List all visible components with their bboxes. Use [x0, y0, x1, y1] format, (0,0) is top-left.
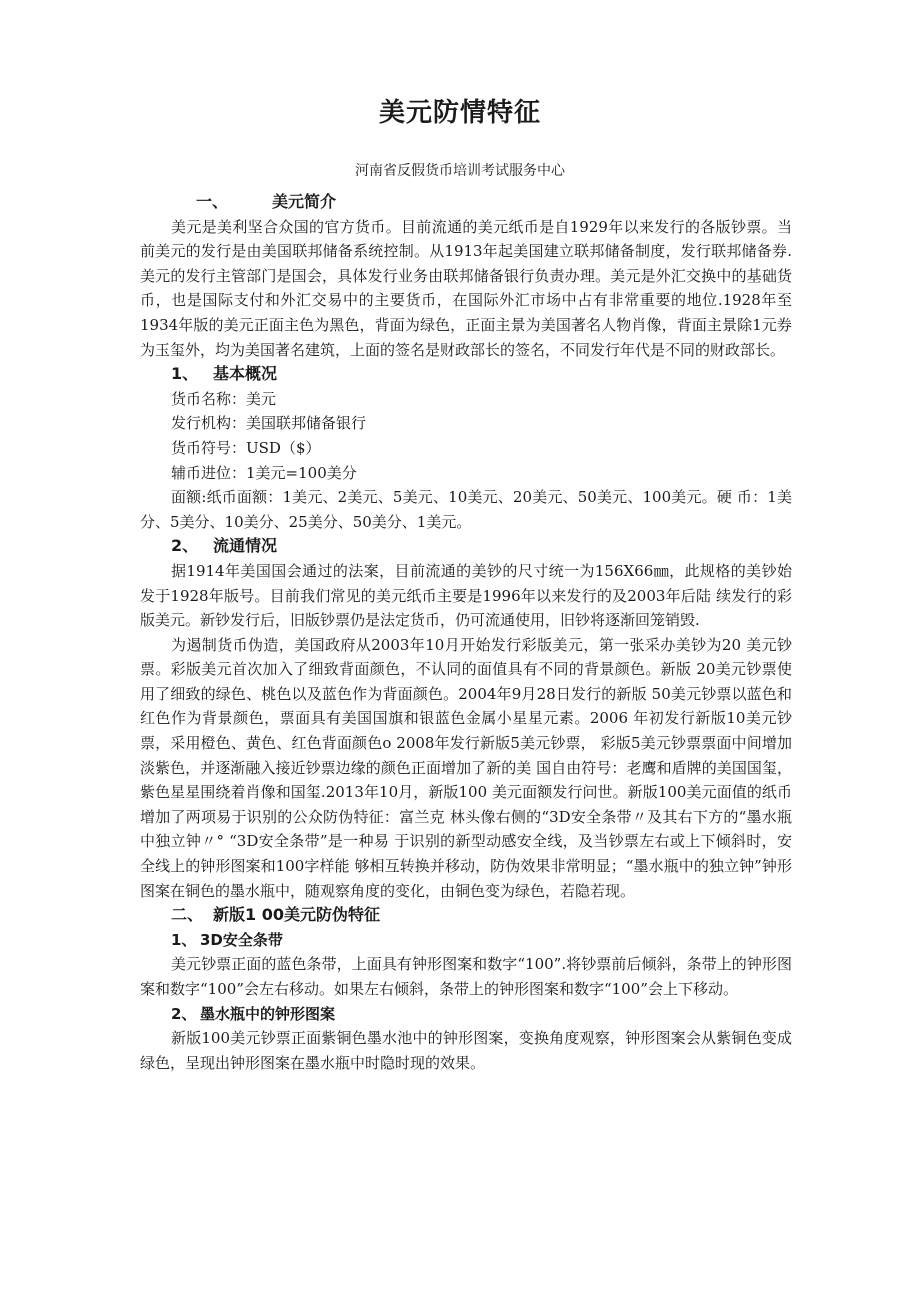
document-title: 美元防情特征 — [378, 98, 541, 128]
subsection-2-heading — [140, 534, 792, 559]
item-1-heading — [140, 928, 792, 953]
section-2-heading — [140, 903, 792, 928]
section-1-heading — [140, 190, 792, 215]
item-1-number: 1、 — [171, 930, 197, 949]
section-1-number: 一、 — [196, 192, 229, 211]
subsection-1-number: 1、 — [171, 364, 199, 384]
item-2-text: 新版100美元钞票正面紫铜色墨水池中的钟形图案，变换角度观察，钟形图案会从紫铜色变成绿色，呈现出钟形图案在墨水瓶中时隐时现的效果。 — [140, 1029, 792, 1072]
section-2-title: 新版1 00美元防伪特征 — [213, 905, 380, 925]
section-1-title: 美元简介 — [272, 192, 337, 211]
denominations: 面额:纸币面额：1美元、2美元、5美元、10美元、20美元、50美元、100美元。硬 币：1美分、5美分、10美分、25美分、50美分、1美元。 — [140, 488, 792, 531]
currency-symbol: 货币符号：USD（$） — [171, 438, 321, 457]
subsection-2-title: 流通情况 — [213, 536, 278, 556]
circulation-paragraph-1: 据1914年美国国会通过的法案，目前流通的美钞的尺寸统一为156X66㎜，此规格的美钞始发于1928年版号。目前我们常见的美元纸币主要是1996年以来发行的及2003年后陆 续发行的彩版美元。新钞发行后，旧版钞票仍是法定货币，仍可流通使用，旧钞将逐渐回笼销毁. — [140, 561, 792, 630]
issuing-institution: 发行机构：美国联邦储备银行 — [171, 414, 367, 433]
item-1-title: 3D安全条带 — [200, 930, 283, 949]
subsection-1-heading — [140, 362, 792, 387]
subunit-conversion: 辅币进位：1美元=100美分 — [171, 463, 357, 482]
item-2-number: 2、 — [171, 1004, 197, 1023]
document-body — [140, 190, 792, 1075]
item-2-title: 墨水瓶中的钟形图案 — [200, 1004, 336, 1023]
subsection-1-title: 基本概况 — [213, 364, 278, 384]
subsection-2-number: 2、 — [171, 536, 199, 556]
currency-name: 货币名称：美元 — [171, 389, 277, 408]
section-1-intro: 美元是美利坚合众国的官方货币。目前流通的美元纸币是自1929年以来发行的各版钞票。当前美元的发行是由美国联邦储备系统控制。从1913年起美国建立联邦储备制度，发行联邦储备券.美元的发行主管部门是国会，具体发行业务由联邦储备银行负责办理。美元是外汇交换中的基础货币，也是国际支付和外汇交易中的主要货币，在国际外汇市场中占有非常重要的地位.1928年至1934年版的美元正面主色为黑色，背面为绿色，正面主景为美国著名人物肖像，背面主景除1元券为玉玺外，均为美国著名建筑，上面的签名是财政部长的签名，不同发行年代是不同的财政部长。 — [140, 217, 792, 359]
document-subtitle: 河南省反假货币培训考试服务中心 — [355, 163, 565, 179]
item-1-text: 美元钞票正面的蓝色条带，上面具有钟形图案和数字“100”.将钞票前后倾斜，条带上的钟形图案和数字“100”会左右移动。如果左右倾斜，条带上的钟形图案和数字“100”会上下移动。 — [140, 955, 792, 998]
section-2-number: 二、 — [171, 905, 204, 925]
item-2-heading — [140, 1002, 792, 1027]
circulation-paragraph-2: 为遏制货币伪造，美国政府从2003年10月开始发行彩版美元，第一张采办美钞为20 美元钞票。彩版美元首次加入了细致背面颜色，不认同的面值具有不同的背景颜色。新版 20美元钞票使用了细致的绿色、桃色以及蓝色作为背面颜色。2004年9月28日发行的新版 50美元钞票以蓝色和红色作为背景颜色，票面具有美国国旗和银蓝色金属小星星元素。2006 年初发行新版10美元钞票，采用橙色、黄色、红色背面颜色o 2008年发行新版5美元钞票， 彩版5美元钞票票面中间增加淡紫色，并逐渐融入接近钞票边缘的颜色正面增加了新的美 国自由符号：老鹰和盾牌的美国国玺，紫色星星围绕着肖像和国玺.2013年10月，新版100 美元面额发行问世。新版100美元面值的纸币增加了两项易于识别的公众防伪特征：富兰克 林头像右侧的“3D安全条带〃及其右下方的“墨水瓶中独立钟〃° “3D安全条带”是一种易 于识别的新型动感安全线，及当钞票左右或上下倾斜时，安全线上的钟形图案和100字样能 够相互转换并移动，防伪效果非常明显；“墨水瓶中的独立钟”钟形图案在铜色的墨水瓶中，随观察角度的变化，由铜色变为绿色，若隐若现。 — [140, 635, 792, 900]
